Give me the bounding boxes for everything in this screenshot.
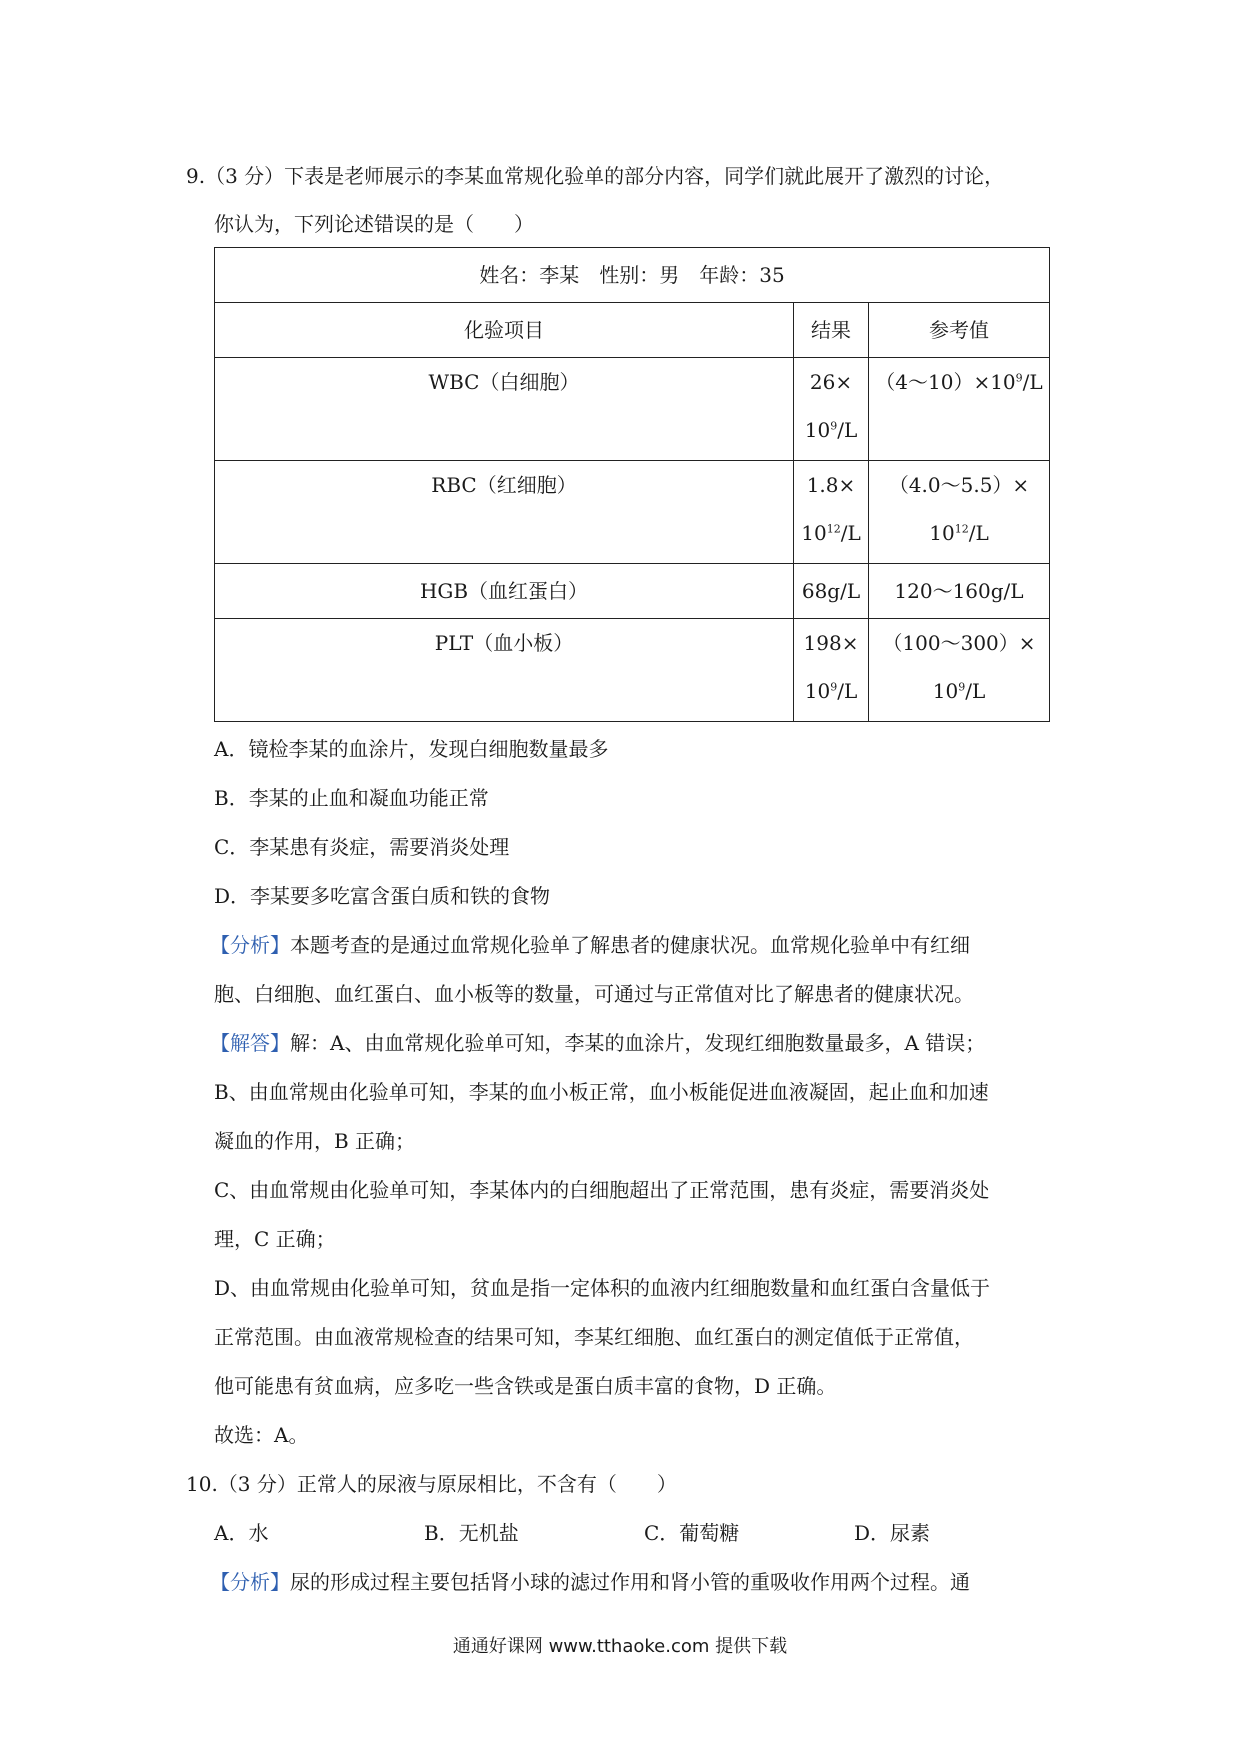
q9-answer-line4: C、由血常规由化验单可知，李某体内的白细胞超出了正常范围，患有炎症，需要消炎处 <box>214 1178 990 1202</box>
q9-analysis-line1: 【分析】本题考查的是通过血常规化验单了解患者的健康状况。血常规化验单中有红细 <box>210 933 970 957</box>
row-reference: （100～300）× $10^9/L$ <box>869 619 1050 722</box>
row-result: 198× $10^9/L$ <box>794 619 869 722</box>
q9-answer-line3: 凝血的作用，B 正确； <box>214 1129 416 1153</box>
q9-option-c: C．李某患有炎症，需要消炎处理 <box>214 835 510 859</box>
q10-option-a: A．水 <box>214 1521 269 1545</box>
row-item: HGB（血红蛋白） <box>215 564 794 619</box>
row-item: PLT（血小板） <box>434 631 574 655</box>
q9-answer-line6: D、由血常规由化验单可知，贫血是指一定体积的血液内红细胞数量和血红蛋白含量低于 <box>214 1276 991 1300</box>
row-result: 68g/L <box>794 564 869 619</box>
row-reference: $(4\sim 10)\times 10^9/L$ <box>869 358 1050 461</box>
q9-option-d: D．李某要多吃富含蛋白质和铁的食物 <box>214 884 551 908</box>
row-result: 1.8× $10^{12}/L$ <box>794 461 869 564</box>
row-reference: 120～160g/L <box>869 564 1050 619</box>
q9-answer-line7: 正常范围。由血液常规检查的结果可知，李某红细胞、血红蛋白的测定值低于正常值， <box>214 1325 974 1349</box>
footer: 通通好课网 www.tthaoke.com 提供下载 <box>452 1636 788 1657</box>
q9-answer-line2: B、由血常规由化验单可知，李某的血小板正常，血小板能促进血液凝固，起止血和加速 <box>214 1080 989 1104</box>
analysis-tag: 【分析】 <box>210 1570 290 1594</box>
table-row <box>215 461 1050 564</box>
q9-option-a: A．镜检李某的血涂片，发现白细胞数量最多 <box>214 737 609 761</box>
table-row <box>215 358 1050 461</box>
row-item: RBC（红细胞） <box>431 473 577 497</box>
answer-tag: 【解答】 <box>210 1031 290 1055</box>
table-row <box>215 619 1050 722</box>
q10-options <box>214 1520 930 1546</box>
q10-analysis-line1: 【分析】尿的形成过程主要包括肾小球的滤过作用和肾小管的重吸收作用两个过程。通 <box>210 1570 970 1594</box>
q9-answer-line8: 他可能患有贫血病，应多吃一些含铁或是蛋白质丰富的食物，D 正确。 <box>214 1374 837 1398</box>
q9-option-b: B．李某的止血和凝血功能正常 <box>214 786 489 810</box>
blood-test-table <box>214 247 1050 722</box>
header-reference: 参考值 <box>869 303 1050 358</box>
q9-choice: 故选：A。 <box>214 1423 309 1447</box>
q10-option-b: B．无机盐 <box>424 1521 519 1545</box>
header-result: 结果 <box>794 303 869 358</box>
row-item: WBC（白细胞） <box>428 370 580 394</box>
q9-stem-line1: 9.（3 分）下表是老师展示的李某血常规化验单的部分内容，同学们就此展开了激烈的讨论， <box>186 164 1005 188</box>
row-reference: （4.0～5.5）× $10^{12}/L$ <box>869 461 1050 564</box>
q10-option-d: D．尿素 <box>854 1521 931 1545</box>
table-row <box>215 564 1050 619</box>
q9-answer-line1: 【解答】解：A、由血常规化验单可知，李某的血涂片，发现红细胞数量最多，A 错误； <box>210 1031 986 1055</box>
analysis-tag: 【分析】 <box>210 933 290 957</box>
q10-option-c: C．葡萄糖 <box>644 1521 740 1545</box>
header-item: 化验项目 <box>215 303 794 358</box>
q9-stem-line2: 你认为，下列论述错误的是（ ） <box>214 212 534 236</box>
row-result: 26× $10^9/L$ <box>794 358 869 461</box>
q10-stem: 10.（3 分）正常人的尿液与原尿相比，不含有（ ） <box>186 1472 677 1496</box>
patient-info: 姓名：李某 性别：男 年龄：35 <box>215 248 1050 303</box>
q9-analysis-line2: 胞、白细胞、血红蛋白、血小板等的数量，可通过与正常值对比了解患者的健康状况。 <box>214 982 974 1006</box>
q9-answer-line5: 理，C 正确； <box>214 1227 336 1251</box>
